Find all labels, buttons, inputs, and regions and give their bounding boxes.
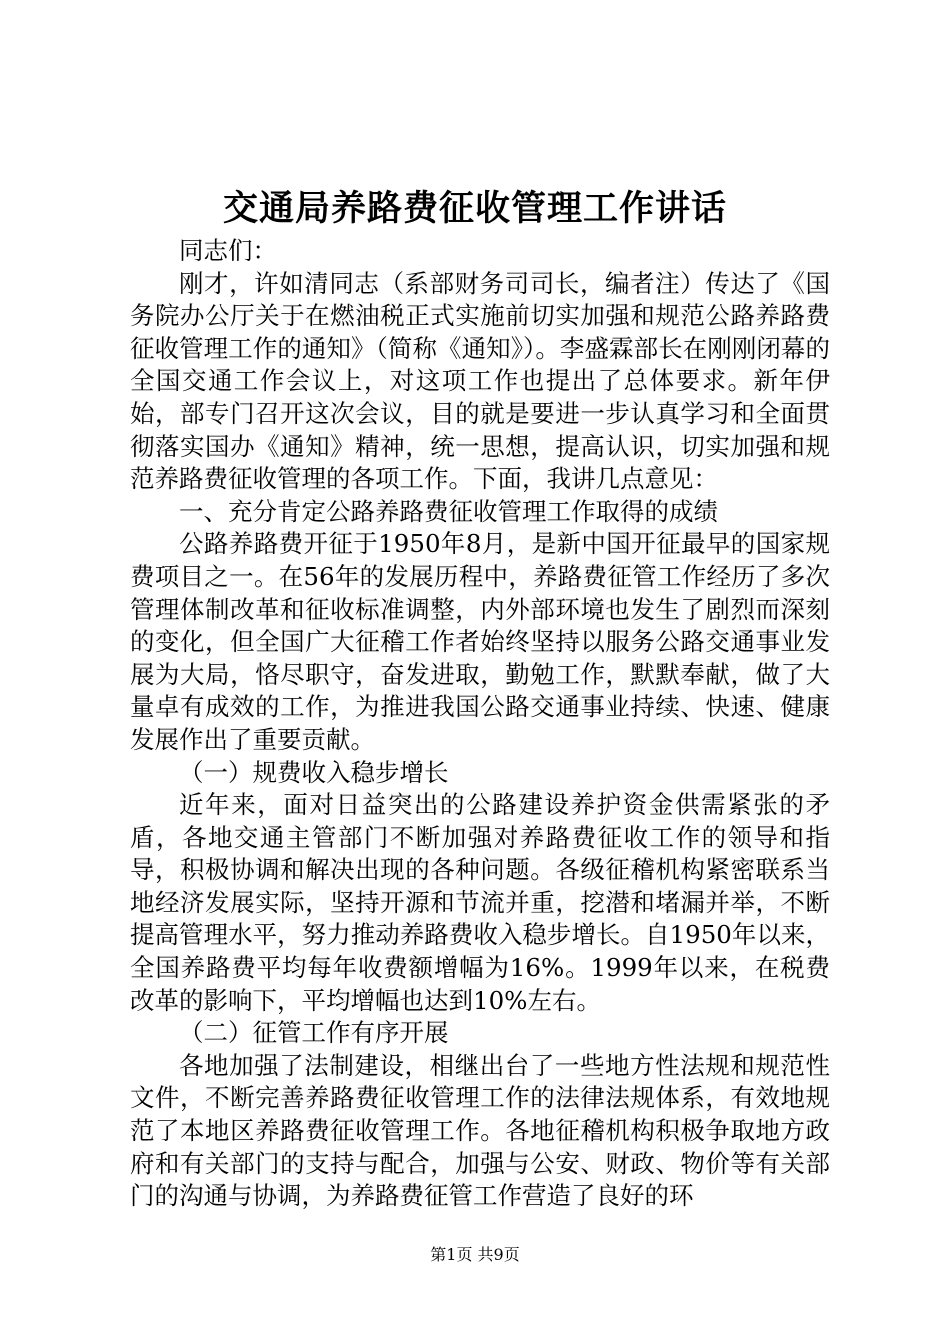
page-footer: 第1页 共9页 bbox=[430, 1245, 520, 1264]
salutation: 同志们： bbox=[179, 236, 277, 265]
subsection-heading-2: （二）征管工作有序开展 bbox=[179, 1018, 449, 1048]
document-body bbox=[130, 235, 830, 1213]
paragraph-intro: 刚才，许如清同志（系部财务司司长，编者注）传达了《国务院办公厅关于在燃油税正式实施前切实加强和规范公路养路费征收管理工作的通知》（简称《通知》）。李盛霖部长在刚刚闭幕的全国交通工作会议上，对这项工作也提出了总体要求。新年伊始，部专门召开这次会议，目的就是要进一步认真学习和全面贯彻落实国办《通知》精神，统一思想，提高认识，切实加强和规范养路费征收管理的各项工作。下面，我讲几点意见： bbox=[130, 268, 830, 494]
paragraph-history: 公路养路费开征于1950年8月，是新中国开征最早的国家规费项目之一。在56年的发展历程中，养路费征管工作经历了多次管理体制改革和征收标准调整，内外部环境也发生了剧烈而深刻的变化，但全国广大征稽工作者始终坚持以服务公路交通事业发展为大局，恪尽职守，奋发进取，勤勉工作，默默奉献，做了大量卓有成效的工作，为推进我国公路交通事业持续、快速、健康发展作出了重要贡献。 bbox=[130, 529, 830, 754]
paragraph-revenue: 近年来，面对日益突出的公路建设养护资金供需紧张的矛盾，各地交通主管部门不断加强对养路费征收工作的领导和指导，积极协调和解决出现的各种问题。各级征稽机构紧密联系当地经济发展实际，坚持开源和节流并重，挖潜和堵漏并举，不断提高管理水平，努力推动养路费收入稳步增长。自1950年以来，全国养路费平均每年收费额增幅为16%。1999年以来，在税费改革的影响下，平均增幅也达到10%左右。 bbox=[130, 790, 830, 1015]
paragraph-management: 各地加强了法制建设，相继出台了一些地方性法规和规范性文件，不断完善养路费征收管理工作的法律法规体系，有效地规范了本地区养路费征收管理工作。各地征稽机构积极争取地方政府和有关部门的支持与配合，加强与公安、财政、物价等有关部门的沟通与协调，为养路费征管工作营造了良好的环 bbox=[130, 1050, 830, 1211]
subsection-heading-1: （一）规费收入稳步增长 bbox=[179, 757, 449, 787]
document-title: 交通局养路费征收管理工作讲话 bbox=[222, 188, 727, 229]
section-heading-1: 一、充分肯定公路养路费征收管理工作取得的成绩 bbox=[179, 496, 718, 526]
